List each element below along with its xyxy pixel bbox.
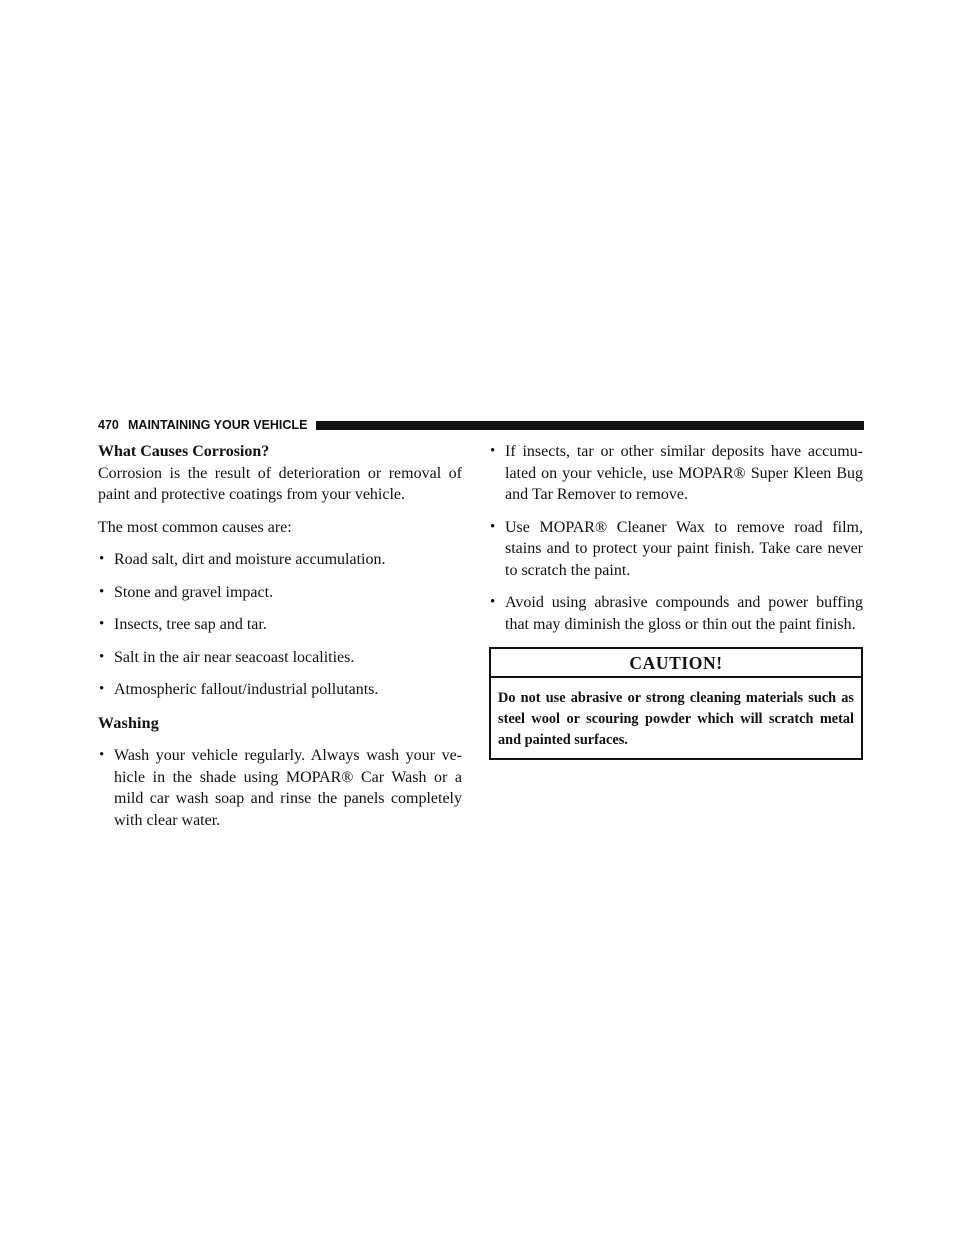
- list-item: [98, 679, 462, 701]
- list-item: [489, 517, 863, 582]
- section-title: MAINTAINING YOUR VEHICLE: [128, 418, 308, 432]
- left-column: [98, 441, 462, 831]
- bullet-icon: •: [99, 551, 105, 567]
- list-item: [98, 582, 462, 604]
- bullet-icon: •: [99, 681, 105, 697]
- page-number: 470: [98, 418, 119, 432]
- corrosion-intro: Corrosion is the result of deterioration or removal of paint and protective coatings from your vehicle.: [98, 464, 462, 503]
- list-item-text: If insects, tar or other similar deposits have accumu-lated on your vehicle, use MOPAR® Super Kleen Bug and Tar Remover to remove.: [505, 443, 863, 503]
- header-rule: [316, 421, 864, 430]
- washing-list: [98, 745, 462, 831]
- list-item-text: Wash your vehicle regularly. Always wash your ve-hicle in the shade using MOPAR® Car Wash or a mild car wash soap and rinse the panels completely with clear water.: [114, 747, 462, 829]
- bullet-icon: •: [490, 594, 496, 610]
- list-item-text: Use MOPAR® Cleaner Wax to remove road film, stains and to protect your paint finish. Take care never to scratch the paint.: [505, 518, 863, 579]
- list-item-text: Insects, tree sap and tar.: [114, 616, 267, 633]
- care-list: [489, 441, 863, 635]
- bullet-icon: •: [99, 747, 105, 763]
- washing-heading: Washing: [98, 714, 159, 732]
- list-item: [98, 647, 462, 669]
- right-column: [489, 441, 863, 760]
- causes-lead: The most common causes are:: [98, 518, 292, 536]
- caution-title: CAUTION!: [491, 649, 861, 678]
- list-item-text: Salt in the air near seacoast localities.: [114, 648, 355, 666]
- bullet-icon: •: [490, 443, 496, 459]
- list-item: [98, 745, 462, 831]
- bullet-icon: •: [490, 518, 496, 535]
- bullet-icon: •: [99, 616, 105, 632]
- causes-list: [98, 549, 462, 701]
- bullet-icon: •: [99, 583, 105, 600]
- list-item-text: Road salt, dirt and moisture accumulation.: [114, 551, 386, 568]
- corrosion-heading: What Causes Corrosion?: [98, 443, 270, 460]
- list-item: [98, 614, 462, 636]
- caution-text: Do not use abrasive or strong cleaning materials such as steel wool or scouring powder which will scratch metal and painted surfaces.: [498, 690, 854, 748]
- list-item: [489, 592, 863, 635]
- list-item-text: Stone and gravel impact.: [114, 583, 274, 601]
- bullet-icon: •: [99, 648, 105, 665]
- list-item-text: Atmospheric fallout/industrial pollutants.: [114, 681, 379, 698]
- list-item: [489, 441, 863, 506]
- list-item-text: Avoid using abrasive compounds and power buffing that may diminish the gloss or thin out the paint finish.: [505, 594, 863, 633]
- caution-box: [489, 647, 863, 760]
- page-header: [98, 418, 864, 433]
- list-item: [98, 549, 462, 571]
